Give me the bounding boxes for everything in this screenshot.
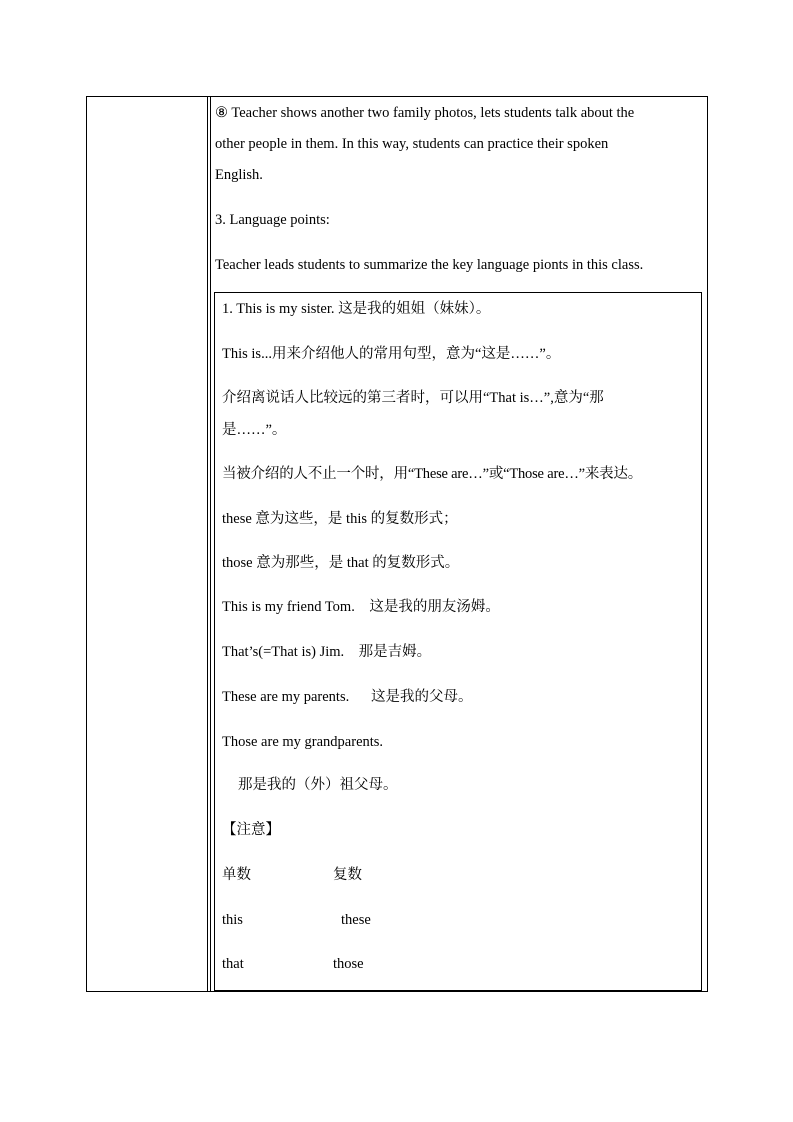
- table-header-singular: 单数: [222, 867, 251, 883]
- box-line-2: This is...用来介绍他人的常用句型，意为“这是……”。: [222, 346, 561, 362]
- box-line-3b: 是……”。: [222, 422, 287, 438]
- note-heading: 【注意】: [222, 822, 280, 838]
- box-line-3a: 介绍离说话人比较远的第三者时，可以用“That is…”,意为“那: [222, 390, 604, 406]
- column-divider-double: [210, 97, 211, 991]
- row-singular-that: that: [222, 956, 244, 972]
- step8-line-2: other people in them. In this way, students can practice their spoken: [215, 136, 609, 152]
- box-line-8: That’s(=That is) Jim. 那是吉姆。: [222, 644, 432, 660]
- box-line-11: 那是我的（外）祖父母。: [238, 777, 398, 793]
- section3-heading: 3. Language points:: [215, 212, 330, 228]
- row-singular-this: this: [222, 912, 243, 928]
- box-line-1: 1. This is my sister. 这是我的姐姐（妹妹）。: [222, 301, 491, 317]
- section3-intro: Teacher leads students to summarize the key language pionts in this class.: [215, 257, 644, 273]
- box-line-5: these 意为这些，是 this 的复数形式；: [222, 511, 458, 527]
- box-line-9: These are my parents. 这是我的父母。: [222, 689, 473, 705]
- box-line-7: This is my friend Tom. 这是我的朋友汤姆。: [222, 599, 500, 615]
- table-header-plural: 复数: [333, 867, 362, 883]
- column-divider: [207, 97, 208, 991]
- box-line-6: those 意为那些，是 that 的复数形式。: [222, 555, 460, 571]
- box-line-4: 当被介绍的人不止一个时，用“These are…”或“Those are…”来表达。: [222, 466, 643, 482]
- step8-line-1: ⑧ Teacher shows another two family photos, lets students talk about the: [215, 105, 635, 121]
- row-plural-these: these: [341, 912, 371, 928]
- step8-line-3: English.: [215, 167, 263, 183]
- row-plural-those: those: [333, 956, 364, 972]
- box-line-10: Those are my grandparents.: [222, 734, 384, 750]
